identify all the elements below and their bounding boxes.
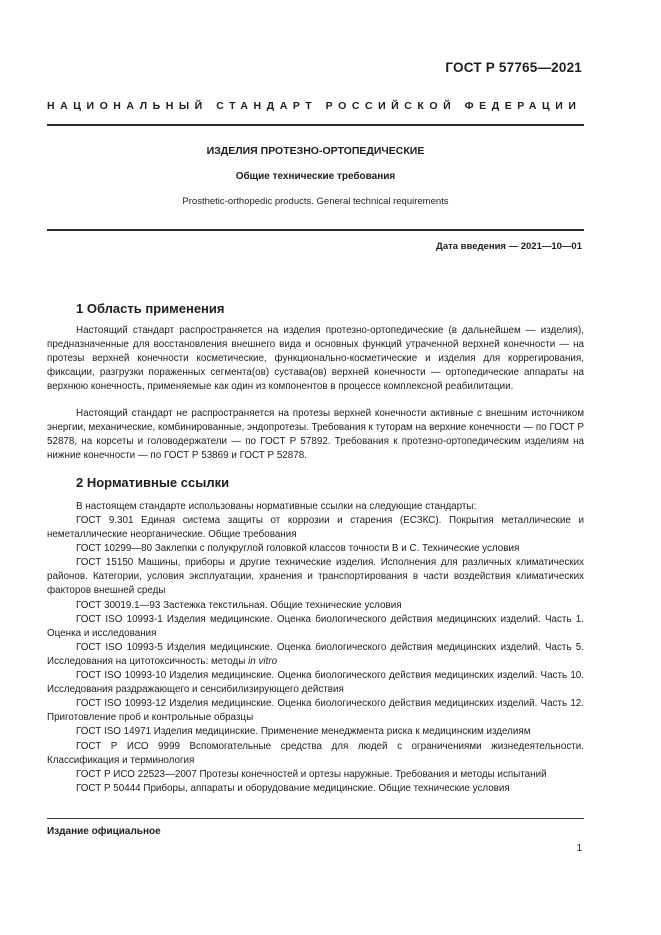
document-number: ГОСТ Р 57765—2021 — [445, 60, 582, 75]
english-title: Prosthetic-orthopedic products. General technical requirements — [182, 196, 449, 207]
reference-item: ГОСТ Р ИСО 9999 Вспомогательные средства для людей с ограничениями жизнедеятельности. Классификация и терминология — [47, 740, 584, 766]
reference-item: ГОСТ Р 50444 Приборы, аппараты и оборудование медицинские. Общие технические условия — [76, 782, 510, 794]
title-divider — [47, 229, 584, 231]
section-2-heading: 2 Нормативные ссылки — [76, 475, 230, 490]
official-edition-label: Издание официальное — [47, 826, 161, 837]
section-1-paragraph-2: Настоящий стандарт не распространяется на протезы верхней конечности активные с внешним источником энергии, механические, комбинированные, эндопротезы. Требования к туторам на верхние конечности — по ГОСТ Р 52878, на корсеты и головодержатели — по ГОСТ Р 57892. Требования к протезно-ортопедическим изделиям на нижние конечности — по ГОСТ Р 53869 и ГОСТ Р 52878. — [47, 408, 584, 462]
national-standard-heading: НАЦИОНАЛЬНЫЙ СТАНДАРТ РОССИЙСКОЙ ФЕДЕРАЦИИ — [47, 100, 582, 112]
reference-item: ГОСТ ISO 10993-1 Изделия медицинские. Оценка биологического действия медицинских изделий. Часть 1. Оценка и исследования — [47, 613, 584, 639]
reference-item: ГОСТ ISO 10993-12 Изделия медицинские. Оценка биологического действия медицинских изделий. Часть 12. Приготовление проб и контрольные образцы — [47, 698, 584, 724]
page-number: 1 — [576, 843, 582, 854]
reference-item: ГОСТ 10299—80 Заклепки с полукруглой головкой классов точности В и С. Технические условия — [76, 543, 520, 555]
top-divider — [47, 124, 584, 126]
section-1-paragraph-1: Настоящий стандарт распространяется на изделия протезно-ортопедические (в дальнейшем — изделия), предназначенные для восстановления внешнего вида и основных функций утраченной верхней конечности — на протезы верхней конечности косметические, функционально-косметические и изделия для коррегирования, фиксации, разгрузки пораженных сегмента(ов) сустава(ов) верхней конечности — ортопедические аппараты на верхнюю конечность, применяемые как один из компонентов в процессе комплексной реабилитации. — [47, 325, 584, 393]
introduction-date: Дата введения — 2021—10—01 — [436, 241, 582, 252]
reference-item: ГОСТ ISO 10993-10 Изделия медицинские. Оценка биологического действия медицинских изделий. Часть 10. Исследования раздражающего и сенсибилизирующего действия — [47, 670, 584, 696]
section-1-heading: 1 Область применения — [76, 301, 225, 316]
section-2-intro: В настоящем стандарте использованы нормативные ссылки на следующие стандарты: — [76, 501, 477, 512]
document-subtitle: Общие технические требования — [235, 171, 396, 182]
normative-references-list — [47, 514, 584, 796]
reference-item: ГОСТ ISO 14971 Изделия медицинские. Применение менеджмента риска к медицинским изделиям — [76, 726, 531, 738]
document-title: ИЗДЕЛИЯ ПРОТЕЗНО-ОРТОПЕДИЧЕСКИЕ — [206, 145, 425, 157]
reference-item: ГОСТ 30019.1—93 Застежка текстильная. Общие технические условия — [76, 599, 402, 611]
footer-divider — [47, 818, 584, 819]
italic-term: in vitro — [248, 655, 278, 667]
reference-item: ГОСТ Р ИСО 22523—2007 Протезы конечностей и ортезы наружные. Требования и методы испытаний — [76, 768, 547, 780]
reference-item: ГОСТ 15150 Машины, приборы и другие технические изделия. Исполнения для различных климатических районов. Категории, условия эксплуатации, хранения и транспортирования в части воздействия климатических факторов внешней среды — [47, 557, 584, 597]
reference-item: ГОСТ ISO 10993-5 Изделия медицинские. Оценка биологического действия медицинских изделий. Часть 5. Исследования на цитотоксичность: методы in vitro — [47, 641, 584, 667]
reference-item: ГОСТ 9.301 Единая система защиты от коррозии и старения (ЕСЗКС). Покрытия металлические и неметаллические неорганические. Общие требования — [47, 515, 584, 541]
